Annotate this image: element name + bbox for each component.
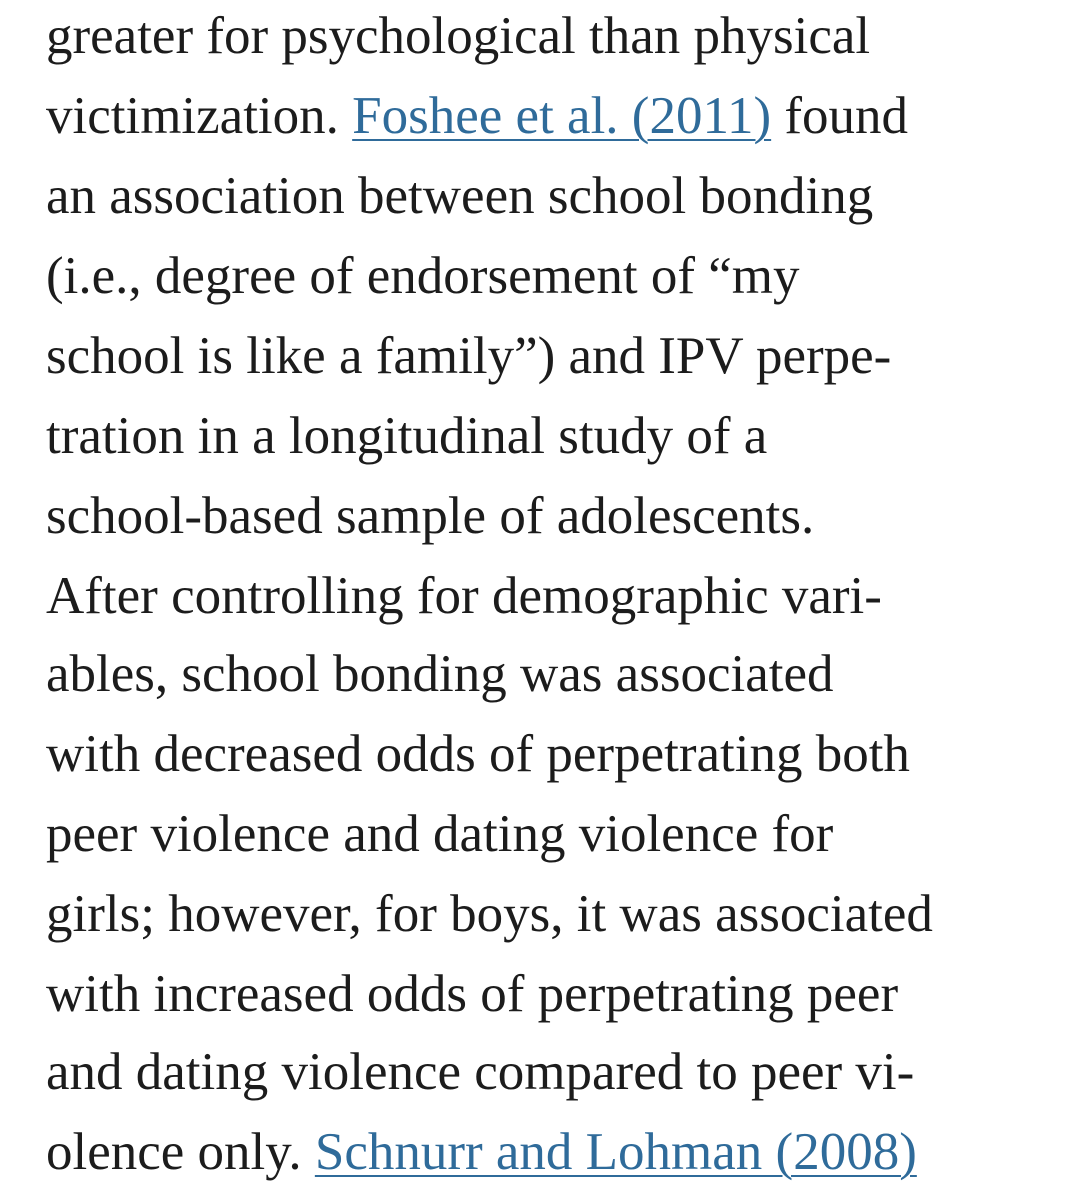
text-line-6 — [46, 406, 767, 466]
text-segment: with increased odds of perpetrating peer — [46, 965, 899, 1023]
text-line-15 — [46, 1122, 917, 1182]
citation-link-schnurr-lohman-2008[interactable]: Schnurr and Lohman (2008) — [314, 1123, 917, 1181]
text-line-8 — [46, 566, 882, 626]
text-segment: found — [784, 87, 909, 145]
text-line-2 — [46, 86, 908, 146]
citation-link-foshee-2011[interactable]: Foshee et al. (2011) — [352, 87, 772, 145]
text-line-5 — [46, 326, 891, 386]
text-line-10 — [46, 724, 910, 784]
text-line-11 — [46, 804, 833, 864]
text-line-3 — [46, 166, 873, 226]
text-segment: school-based sample of adolescents. — [46, 487, 815, 545]
text-segment: peer violence and dating violence for — [46, 805, 834, 863]
text-line-12 — [46, 884, 933, 944]
text-segment: with decreased odds of perpetrating both — [46, 725, 910, 783]
text-segment: and dating violence compared to peer vi- — [46, 1043, 915, 1101]
text-segment: After controlling for demographic vari- — [46, 567, 882, 625]
text-line-1 — [46, 6, 870, 66]
text-line-9 — [46, 644, 833, 704]
text-segment: greater for psychological than physical — [46, 7, 871, 65]
text-segment: victimization. — [46, 87, 339, 145]
text-segment: school is like a family”) and IPV perpe- — [46, 327, 892, 385]
text-line-7 — [46, 486, 814, 546]
text-line-14 — [46, 1042, 914, 1102]
text-line-4 — [46, 246, 799, 306]
text-segment: (i.e., degree of endorsement of “my — [46, 247, 800, 305]
text-line-13 — [46, 964, 898, 1024]
text-segment: ables, school bonding was associated — [46, 645, 834, 703]
text-segment: olence only. — [46, 1123, 302, 1181]
text-segment: girls; however, for boys, it was associated — [46, 885, 933, 943]
text-segment: tration in a longitudinal study of a — [46, 407, 768, 465]
text-segment: an association between school bonding — [46, 167, 874, 225]
